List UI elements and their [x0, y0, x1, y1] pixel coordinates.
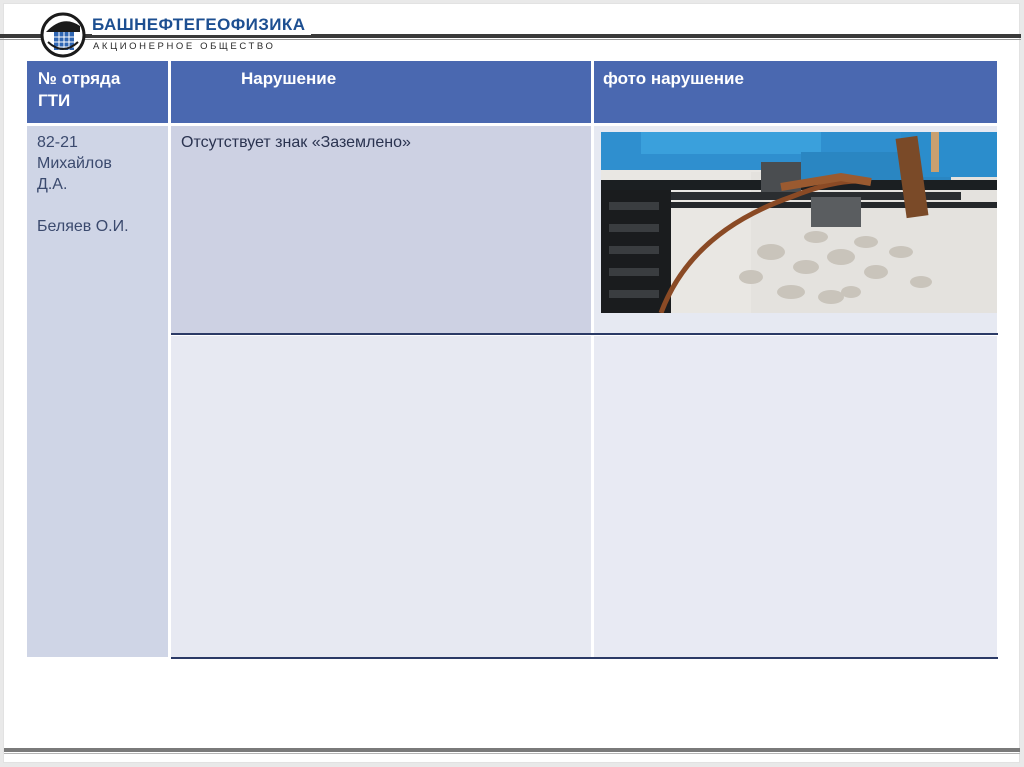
- header-photo-label: фото нарушение: [603, 69, 744, 88]
- header-violation-label: Нарушение: [241, 69, 337, 88]
- team-cell: [27, 126, 168, 657]
- company-subtitle: АКЦИОНЕРНОЕ ОБЩЕСТВО: [93, 41, 276, 52]
- header-cell-team: [27, 61, 168, 123]
- header-team-line1: № отряда: [38, 69, 121, 88]
- company-logo-icon: [40, 12, 86, 58]
- person1-initials: Д.А.: [37, 176, 68, 193]
- person1-surname: Михайлов: [37, 155, 112, 172]
- footer-divider-thin: [4, 753, 1020, 754]
- row-divider-1: [171, 333, 998, 335]
- header-team-line2: ГТИ: [38, 91, 71, 110]
- header-cell-photo: [594, 61, 997, 123]
- violation-cell-empty: [171, 336, 591, 657]
- photo-cell-empty: [594, 336, 997, 657]
- header-cell-violation: [171, 61, 591, 123]
- violation-text: Отсутствует знак «Заземлено»: [181, 134, 411, 151]
- violation-photo: [601, 132, 997, 313]
- team-number: 82-21: [37, 134, 78, 151]
- violation-cell: [171, 126, 591, 333]
- header-divider-thin: [0, 39, 1021, 40]
- company-name: БАШНЕФТЕГЕОФИЗИКА: [92, 15, 311, 35]
- footer-divider: [4, 748, 1020, 752]
- row-divider-2: [171, 657, 998, 659]
- person2-name: Беляев О.И.: [37, 218, 129, 235]
